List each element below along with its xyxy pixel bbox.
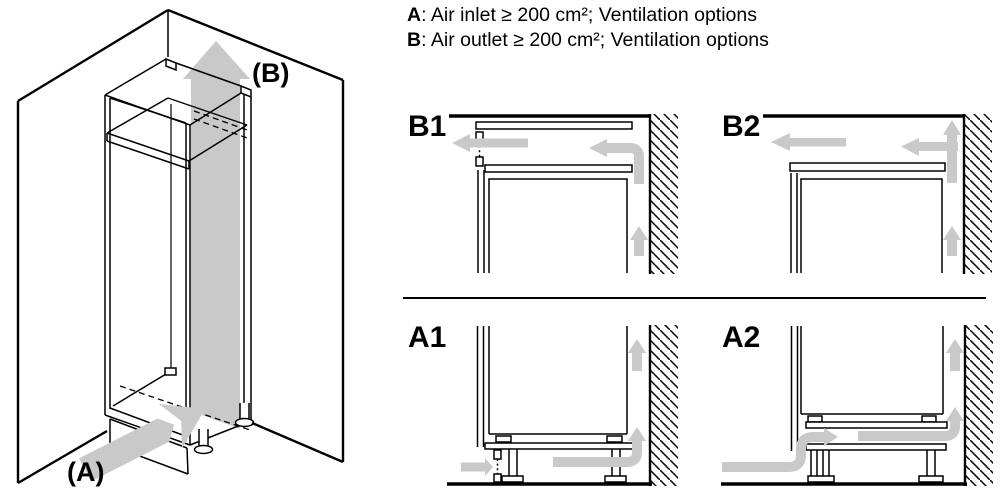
section-a1-drawing: [447, 325, 678, 486]
section-b1-drawing: [449, 114, 678, 274]
air-inlet-callout: (A): [67, 457, 105, 487]
section-b2-drawing: [763, 114, 992, 274]
cabinet-top-board: [485, 165, 632, 172]
section-label-a1: A1: [408, 321, 447, 354]
legend-text-a: : Air inlet ≥ 200 cm²; Ventilation options: [421, 4, 757, 26]
legend-key-a: A: [407, 4, 422, 26]
air-outlet-callout: (B): [252, 58, 290, 88]
appliance-foot: [607, 436, 622, 442]
front-vent-gap: [476, 132, 483, 166]
door-front-panel: [478, 326, 484, 447]
appliance-outline: [801, 179, 942, 273]
wall-hatching: [965, 325, 993, 486]
air-outlet-arrow: [183, 41, 250, 429]
section-a2-drawing: [721, 321, 993, 486]
section-label-b1: B1: [408, 110, 447, 143]
door-front-panel: [791, 173, 797, 273]
base-board: [485, 443, 637, 449]
airflow-arrow-out-left: [452, 134, 528, 152]
appliance-outline: [489, 326, 627, 434]
airflow-arrow-branch: [901, 120, 961, 183]
appliance-foot: [808, 416, 822, 422]
ventilation-legend: [407, 3, 769, 52]
base-board: [806, 444, 946, 450]
legend-text-b: : Air outlet ≥ 200 cm²; Ventilation options: [421, 28, 769, 51]
airflow-arrow-in-left: [461, 458, 493, 476]
front-vent-gap: [494, 450, 501, 482]
airflow-arrow-corner: [589, 139, 639, 184]
door-front-panel: [792, 326, 798, 451]
cabinet-top-board: [790, 163, 945, 171]
top-vent-panel: [476, 122, 632, 129]
section-label-a2: A2: [722, 321, 761, 354]
legend-key-b: B: [407, 28, 422, 51]
niche-isometric-drawing: [18, 10, 343, 492]
legend-line-air-inlet: [407, 3, 769, 28]
vent-board: [806, 422, 947, 428]
airflow-arrow-up: [628, 339, 646, 371]
wall-hatching: [964, 114, 992, 274]
wall-hatching: [650, 325, 678, 486]
airflow-arrow-up: [630, 226, 648, 256]
wall-hatching: [650, 114, 678, 274]
appliance-outline: [489, 179, 627, 273]
appliance-outline: [801, 326, 943, 414]
airflow-arrow-out-left: [771, 133, 846, 151]
section-label-b2: B2: [722, 110, 761, 143]
door-front-panel: [478, 170, 484, 273]
appliance-foot: [922, 416, 936, 422]
appliance-foot: [496, 436, 511, 442]
legend-line-air-outlet: [407, 28, 769, 53]
right-panel-end-cap: [241, 86, 251, 97]
plinth-legs: [808, 450, 943, 482]
airflow-arrow-up: [946, 339, 964, 371]
interior-foot-block: [165, 368, 176, 375]
airflow-arrow-up: [943, 226, 961, 256]
